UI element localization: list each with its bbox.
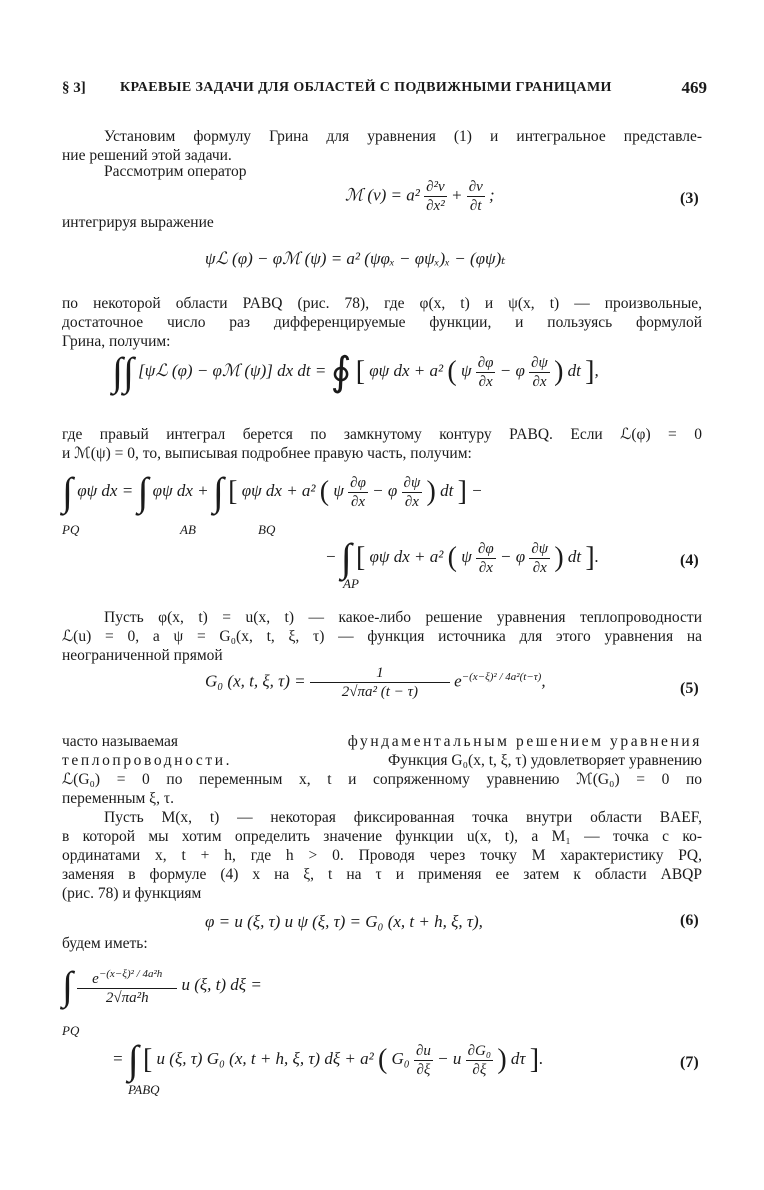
denominator: ∂x xyxy=(350,493,366,510)
limit-label: PQ xyxy=(62,522,80,537)
text-line: (рис. 78) и функциям xyxy=(62,885,202,902)
paragraph-operator xyxy=(104,162,247,181)
formula-part: φψ dx + xyxy=(152,480,209,500)
numerator: ∂G₀ xyxy=(467,1042,492,1059)
bracket: ) xyxy=(497,1044,507,1075)
text-run-spaced: фундаментальным решением уравнения xyxy=(347,733,702,750)
denominator: ∂x² xyxy=(426,198,445,214)
paragraph-heat-solution xyxy=(62,608,702,665)
bracket: [ xyxy=(228,476,238,507)
formula-part: φψ dx + a² xyxy=(241,480,316,500)
text-line: интегрируя выражение xyxy=(62,214,214,231)
formula-4-line-2: − ∫ [ φψ dx + a² ( ψ $\frac{\partial\varphi}{\partial x}$ − φ $\frac{\partial\psi}{\partial x}$ ) dt ]. xyxy=(325,535,599,580)
section-number: § 3] xyxy=(62,80,86,96)
text-line: Рассмотрим оператор xyxy=(104,163,247,180)
fraction xyxy=(476,354,496,391)
formula-part: dt xyxy=(567,546,582,566)
text-line: и ℳ(ψ) = 0, то, выписывая подробнее правую часть, получим: xyxy=(62,445,472,462)
paragraph-region xyxy=(62,294,702,351)
denominator: ∂x xyxy=(478,559,493,576)
bracket: [ xyxy=(142,1044,153,1075)
formula-part: = xyxy=(112,1048,128,1068)
bracket: ) xyxy=(554,542,564,573)
bracket: [ xyxy=(355,356,366,387)
formula-part: ; xyxy=(489,185,495,205)
formula-4-line-1: ∫ φψ dx = ∫ φψ dx + ∫ [ φψ dx + a² ( ψ $\frac{\partial\varphi}{\partial x}$ − φ $\frac{\partial\psi}{\partial x}$ ) dt ] − xyxy=(62,469,483,514)
formula-part: φψ dx + a² xyxy=(369,546,444,566)
bracket: ) xyxy=(426,476,436,507)
formula-part: ℳ (v) = a² xyxy=(345,185,420,205)
denominator: 2√πa²h xyxy=(105,990,149,1006)
text-line xyxy=(62,751,702,770)
text-line: заменяя в формуле (4) x на ξ, t на τ и применяя ее затем к области ABQP xyxy=(62,866,702,883)
bracket: ( xyxy=(447,356,457,387)
limit-label: PABQ xyxy=(128,1082,160,1097)
equation-number: (5) xyxy=(680,680,699,697)
exponent: −(x−ξ)² / 4a²(t−τ) xyxy=(461,670,542,683)
limit-label: BQ xyxy=(258,522,276,537)
formula-part: [ψℒ (φ) − φℳ (ψ)] dx dt = xyxy=(138,360,327,380)
text-line: Пусть φ(x, t) = u(x, t) — какое-либо решение уравнения теплопроводности xyxy=(104,609,702,626)
formula-part: e xyxy=(454,671,462,691)
formula-part: dt xyxy=(567,360,581,380)
text-line: неограниченной прямой xyxy=(62,647,223,664)
formula-part: u (ξ, t) dξ = xyxy=(181,974,262,994)
formula-part: − φ xyxy=(499,360,525,380)
paragraph-integrating xyxy=(62,213,214,232)
text-run: часто называемая xyxy=(62,733,179,750)
equation-number: (6) xyxy=(680,912,699,929)
formula-part: − u xyxy=(437,1048,462,1068)
text-line: ординатами x, t + h, где h > 0. Проводя через точку M характеристику PQ, xyxy=(62,847,702,864)
text-line: Пусть M(x, t) — некоторая фиксированная точка внутри области BAEF, xyxy=(104,809,702,826)
numerator: ∂ψ xyxy=(531,354,548,371)
fraction xyxy=(467,178,485,215)
text-run-spaced: теплопроводности. xyxy=(62,752,233,769)
bracket: ] xyxy=(585,356,595,387)
paragraph-point xyxy=(62,808,702,903)
numerator: 1 xyxy=(310,664,450,683)
integral: ∫ xyxy=(340,535,352,580)
formula-green: ∫∫ [ψℒ (φ) − φℳ (ψ)] dx dt = ∮ [ φψ dx + a² ( ψ $\frac{\partial\varphi}{\partial x}$ − φ $\frac{\partial\psi}{\partial x}$ ) dt ], xyxy=(112,349,599,394)
text-line: Грина, получим: xyxy=(62,333,171,350)
limit-label: AB xyxy=(180,522,196,537)
text-line xyxy=(62,732,702,751)
numerator: ∂ψ xyxy=(403,474,421,491)
paragraph-fundamental xyxy=(62,732,702,808)
text-line: будем иметь: xyxy=(62,935,148,952)
formula-part: φψ dx + a² xyxy=(369,360,444,380)
formula-part: − φ xyxy=(499,546,526,566)
bracket: ( xyxy=(319,476,330,507)
numerator: ∂v xyxy=(468,179,483,195)
fraction xyxy=(424,178,447,215)
exponent: −(x−ξ)² / 4a²h xyxy=(98,968,163,980)
formula-part: ψ xyxy=(333,480,344,500)
formula-part: dτ xyxy=(510,1048,526,1068)
fraction xyxy=(402,474,423,511)
denominator: ∂x xyxy=(532,559,547,576)
formula-part: ψ xyxy=(460,360,472,380)
bracket: ] xyxy=(585,542,595,573)
numerator: ∂φ xyxy=(478,540,494,557)
fraction xyxy=(77,965,177,1007)
numerator: ∂u xyxy=(415,1042,431,1059)
text-line: в которой мы хотим определить значение функции u(x, t), а M₁ — точка с ко- xyxy=(62,828,702,845)
bracket: ( xyxy=(447,542,457,573)
formula-part: + xyxy=(450,185,463,205)
formula-part: φψ dx = xyxy=(77,480,134,500)
double-integral: ∫∫ xyxy=(112,349,134,394)
fraction xyxy=(476,540,496,577)
denominator: 2√πa² (t − τ) xyxy=(341,684,418,700)
formula-6: φ = u (ξ, τ) и ψ (ξ, τ) = G₀ (x, t + h, ξ, τ), xyxy=(205,912,483,931)
bracket: ( xyxy=(377,1044,388,1075)
numerator: ∂²v xyxy=(426,179,445,195)
bracket: ) xyxy=(554,356,564,387)
limit-label: PQ xyxy=(62,1023,80,1038)
denominator: ∂ξ xyxy=(472,1061,487,1078)
contour-integral: ∮ xyxy=(330,349,352,394)
formula-expression: ψℒ (φ) − φℳ (ψ) = a² (ψφₓ − φψₓ)ₓ − (φψ)ₜ xyxy=(205,249,506,268)
fraction xyxy=(466,1042,493,1079)
text-line: ℒ(u) = 0, а ψ = G₀(x, t, ξ, τ) — функция источника для этого уравнения на xyxy=(62,628,702,645)
integral: ∫ xyxy=(62,469,73,514)
integral: ∫ xyxy=(212,469,224,514)
bracket: [ xyxy=(355,542,366,573)
numerator: ∂ψ xyxy=(531,540,549,557)
paragraph-intro xyxy=(62,127,702,165)
text-line: переменным ξ, τ. xyxy=(62,790,174,807)
fraction xyxy=(529,354,550,391)
denominator: ∂x xyxy=(404,493,419,510)
formula-part: G₀ (x, t, ξ, τ) = xyxy=(205,671,306,691)
running-title: КРАЕВЫЕ ЗАДАЧИ ДЛЯ ОБЛАСТЕЙ С ПОДВИЖНЫМИ ГРАНИЦАМИ xyxy=(120,80,612,95)
formula-part: e xyxy=(92,971,99,987)
denominator: ∂ξ xyxy=(416,1061,431,1078)
numerator: ∂φ xyxy=(350,474,366,491)
formula-7-line-2: = ∫ [ u (ξ, τ) G₀ (x, t + h, ξ, τ) dξ + a² ( G₀ $\frac{\partial u}{\partial\xi}$ − u $\frac{\text{∂G₀}}{\partial\xi}$ ) dτ ]. xyxy=(112,1037,544,1082)
text-line: по некоторой области PABQ (рис. 78), где φ(x, t) и ψ(x, t) — произвольные, xyxy=(62,295,702,312)
formula-5: G₀ (x, t, ξ, τ) = $\frac{1}{\text{2√πa² (t − τ)}}$ $e^{-(x-\xi)^2 / 4a^2(t-\tau)}$, xyxy=(205,665,546,700)
denominator: ∂x xyxy=(478,373,493,390)
numerator: ∂φ xyxy=(477,354,494,371)
denominator: ∂t xyxy=(469,198,482,214)
integral: ∫ xyxy=(137,469,149,514)
equation-number: (4) xyxy=(680,552,699,569)
page-header xyxy=(62,80,707,104)
page-number: 469 xyxy=(681,78,707,97)
fraction xyxy=(529,540,550,577)
text-run: Функция G₀(x, t, ξ, τ) удовлетворяет уравнению xyxy=(388,752,702,769)
paragraph-contour xyxy=(62,425,702,463)
equation-number: (3) xyxy=(680,190,699,207)
formula-part: ψ xyxy=(461,546,472,566)
fraction xyxy=(414,1042,433,1079)
limit-label: AP xyxy=(343,576,359,591)
text-line: достаточное число раз дифференцируемые функции, и пользуясь формулой xyxy=(62,314,702,331)
bracket: ] xyxy=(529,1044,540,1075)
formula-part: u (ξ, τ) G₀ (x, t + h, ξ, τ) dξ + a² xyxy=(156,1048,374,1068)
fraction xyxy=(310,664,450,701)
formula-3 xyxy=(345,178,495,215)
paragraph-we-have xyxy=(62,934,148,953)
bracket: ] xyxy=(457,476,467,507)
formula-part: G₀ xyxy=(391,1048,410,1068)
formula-part: dt xyxy=(440,480,454,500)
integral: ∫ xyxy=(62,963,73,1008)
integral: ∫ xyxy=(127,1037,139,1082)
denominator: ∂x xyxy=(532,373,547,390)
fraction xyxy=(348,474,368,511)
text-line: ℒ(G₀) = 0 по переменным x, t и сопряженному уравнению ℳ(G₀) = 0 по xyxy=(62,771,702,788)
text-line: где правый интеграл берется по замкнутому контуру PABQ. Если ℒ(φ) = 0 xyxy=(62,426,702,443)
formula-part: − φ xyxy=(372,480,398,500)
equation-number: (7) xyxy=(680,1054,699,1071)
formula-7-line-1 xyxy=(62,965,262,1007)
numerator xyxy=(77,965,177,989)
text-line: ние решений этой задачи. xyxy=(62,147,232,164)
text-line: Установим формулу Грина для уравнения (1) и интегральное представле- xyxy=(104,128,702,145)
